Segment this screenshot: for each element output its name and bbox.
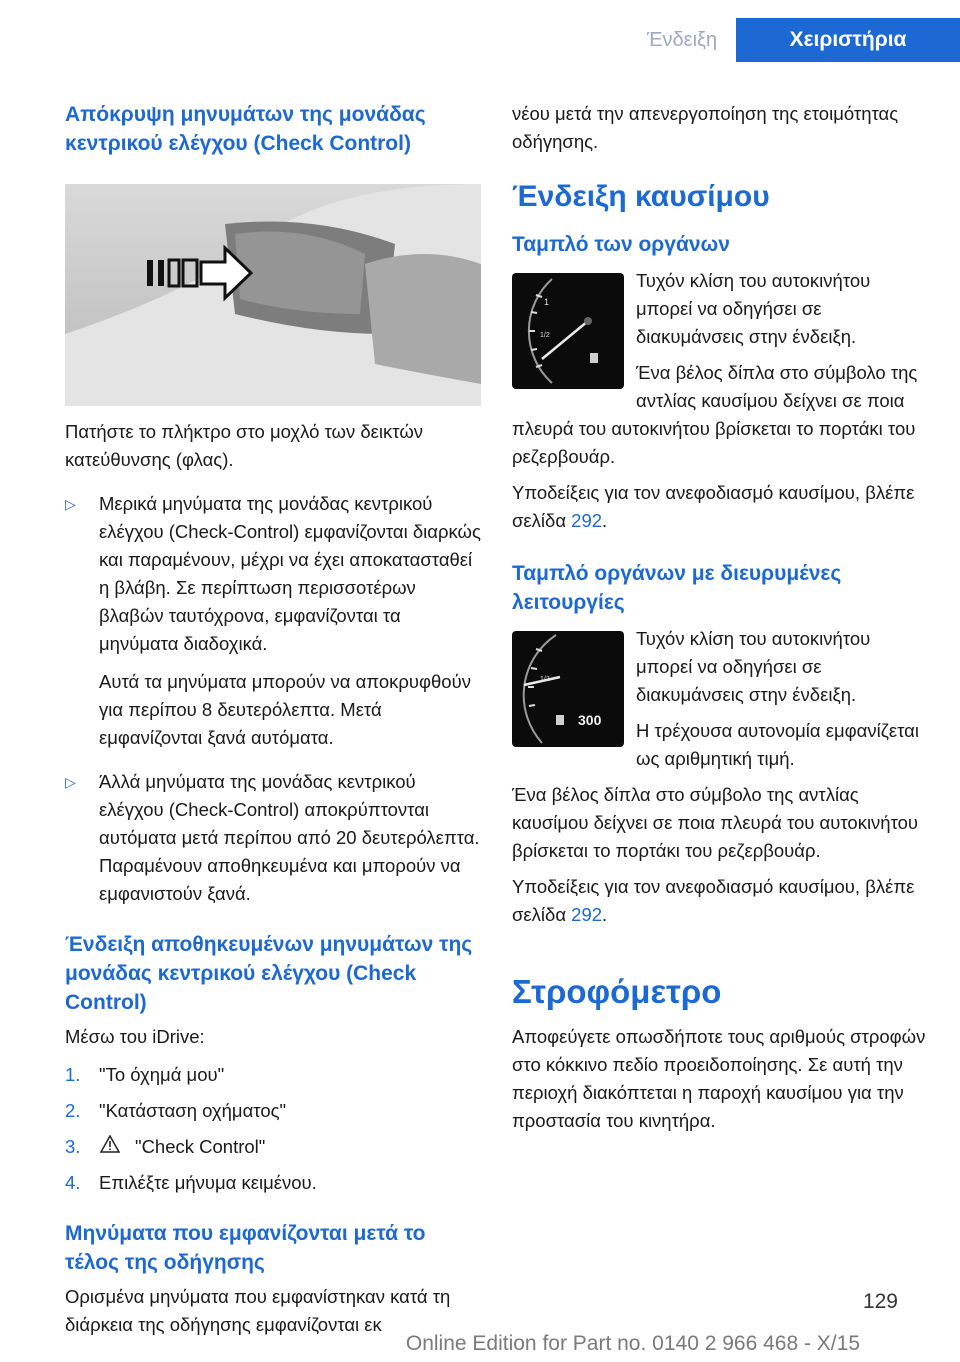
steps-list: [65, 1061, 481, 1197]
page-link[interactable]: 292: [571, 904, 603, 925]
extended-refuel-text: Υποδείξεις για τον ανεφοδιασμό καυσίμου, βλέπε σελίδα 292.: [512, 876, 915, 925]
section-title-stored-messages: Ένδειξη αποθηκευμένων μηνυμάτων της μονάδας κεντρικού ελέγχου (Check Control): [65, 933, 473, 1014]
step-text: "Το όχημά μου": [99, 1064, 225, 1085]
fuel-gauge-heading: Ένδειξη καυσίμου: [512, 180, 770, 213]
bullet-item: [65, 768, 481, 908]
step-number: 4.: [65, 1172, 81, 1193]
intro-text: Πατήστε το πλήκτρο στο μοχλό των δεικτών κατεύθυνσης (φλας).: [65, 421, 424, 470]
header-chapter-label: Χειριστήρια: [736, 18, 960, 62]
header-section-label: Ένδειξη: [646, 28, 718, 51]
gauge2-half-label: 1/2: [540, 676, 550, 683]
panel-block: [512, 267, 928, 535]
range-text: Η τρέχουσα αυτονομία εμφανίζεται ως αριθμητική τιμή.: [636, 720, 919, 769]
tachometer-text: Αποφεύγετε οπωσδήποτε τους αριθμούς στροφών στο κόκκινο πεδίο προειδοποίησης. Σε αυτή την περιοχή διακόπτεται η παροχή καυσίμου για την προστασία του κινητήρα.: [512, 1026, 926, 1131]
bullet-text: Αυτά τα μηνύματα μπορούν να αποκρυφθούν για περίπου 8 δευτερόλεπτα. Μετά εμφανίζονται ξανά αυτόματα.: [99, 671, 471, 748]
refuel-note: Υποδείξεις για τον ανεφοδιασμό καυσίμου, βλέπε σελίδα: [512, 876, 915, 925]
triangle-bullet-icon: ▷: [65, 774, 76, 790]
page-number: 129: [862, 1290, 898, 1313]
step-number: 2.: [65, 1100, 81, 1121]
bullet-text: Μερικά μηνύματα της μονάδας κεντρικού ελέγχου (Check-Control) εμφανίζονται διαρκώς και παραμένουν, μέχρι να έχει αποκατασταθεί η βλάβη. Σε περίπτωση περισσοτέρων βλαβών ταυτόχρονα, εμφανίζονται τα μηνύματα διαδοχικά.: [99, 493, 481, 654]
footer: [0, 1322, 960, 1362]
step-number: 1.: [65, 1064, 81, 1085]
panel-tilt-text: Τυχόν κλίση του αυτοκινήτου μπορεί να οδηγήσει σε διακυμάνσεις στην ένδειξη.: [636, 270, 871, 347]
step-text: "Check Control": [135, 1136, 266, 1157]
right-column: [512, 100, 928, 1135]
extended-arrow-text: Ένα βέλος δίπλα στο σύμβολο της αντλίας καυσίμου δείχνει σε ποια πλευρά του αυτοκινήτου βρίσκεται το πορτάκι του ρεζερβουάρ.: [512, 784, 919, 861]
triangle-bullet-icon: ▷: [65, 496, 76, 512]
section-title-after-drive: Μηνύματα που εμφανίζονται μετά το τέλος της οδήγησης: [65, 1222, 426, 1274]
turn-signal-lever-image: [65, 184, 481, 406]
idrive-intro: Μέσω του iDrive:: [65, 1026, 205, 1047]
svg-text:1: 1: [544, 297, 550, 307]
section-title-hide-messages: Απόκρυψη μηνυμάτων της μονάδας κεντρικού ελέγχου (Check Control): [65, 103, 426, 155]
instrument-panel-heading: Ταμπλό των οργάνων: [512, 233, 730, 256]
extended-fuel-gauge-image: [512, 631, 624, 747]
fuel-gauge-image: [512, 273, 624, 389]
extended-panel-block: [512, 625, 928, 929]
after-drive-text: Ορισμένα μηνύματα που εμφανίστηκαν κατά τη διάρκεια της οδήγησης εμφανίζονται εκ: [65, 1286, 451, 1335]
list-item: [65, 1169, 481, 1197]
extended-panel-heading: Ταμπλό οργάνων με διευρυμένες λειτουργίες: [512, 562, 842, 614]
step-number: 3.: [65, 1136, 81, 1157]
edition-text: Online Edition for Part no. 0140 2 966 468 - X/15: [405, 1332, 860, 1355]
lever-illustration: [65, 184, 481, 406]
tachometer-heading: Στροφόμετρο: [512, 973, 722, 1010]
list-item: [65, 1133, 481, 1161]
extended-tilt-text: Τυχόν κλίση του αυτοκινήτου μπορεί να οδηγήσει σε διακυμάνσεις στην ένδειξη.: [636, 628, 871, 705]
continued-text: νέου μετά την απενεργοποίηση της ετοιμότητας οδήγησης.: [512, 103, 899, 152]
warning-triangle-icon: [99, 1133, 121, 1161]
panel-refuel-text: Υποδείξεις για τον ανεφοδιασμό καυσίμου, βλέπε σελίδα 292.: [512, 482, 915, 531]
step-text: "Κατάσταση οχήματος": [99, 1100, 287, 1121]
header-tabs: [628, 18, 960, 62]
bullet-text: Άλλά μηνύματα της μονάδας κεντρικού ελέγχου (Check-Control) αποκρύπτονται αυτόματα μετά περίπου από 20 δευτερόλεπτα. Παραμένουν αποθηκευμένα και μπορούν να εμφανιστούν ξανά.: [99, 771, 480, 904]
range-value: 300: [578, 712, 602, 728]
bullet-item: [65, 490, 481, 752]
gauge1-half-label: 1/2: [540, 332, 550, 339]
step-text: Επιλέξτε μήνυμα κειμένου.: [99, 1172, 317, 1193]
refuel-note: Υποδείξεις για τον ανεφοδιασμό καυσίμου, βλέπε σελίδα: [512, 482, 915, 531]
left-column: [65, 100, 481, 1339]
list-item: [65, 1061, 481, 1089]
page-link[interactable]: 292: [571, 510, 603, 531]
panel-arrow-text: Ένα βέλος δίπλα στο σύμβολο της αντλίας καυσίμου δείχνει σε ποια πλευρά του αυτοκινήτου βρίσκεται το πορτάκι του ρεζερβουάρ.: [512, 362, 918, 467]
list-item: [65, 1097, 481, 1125]
